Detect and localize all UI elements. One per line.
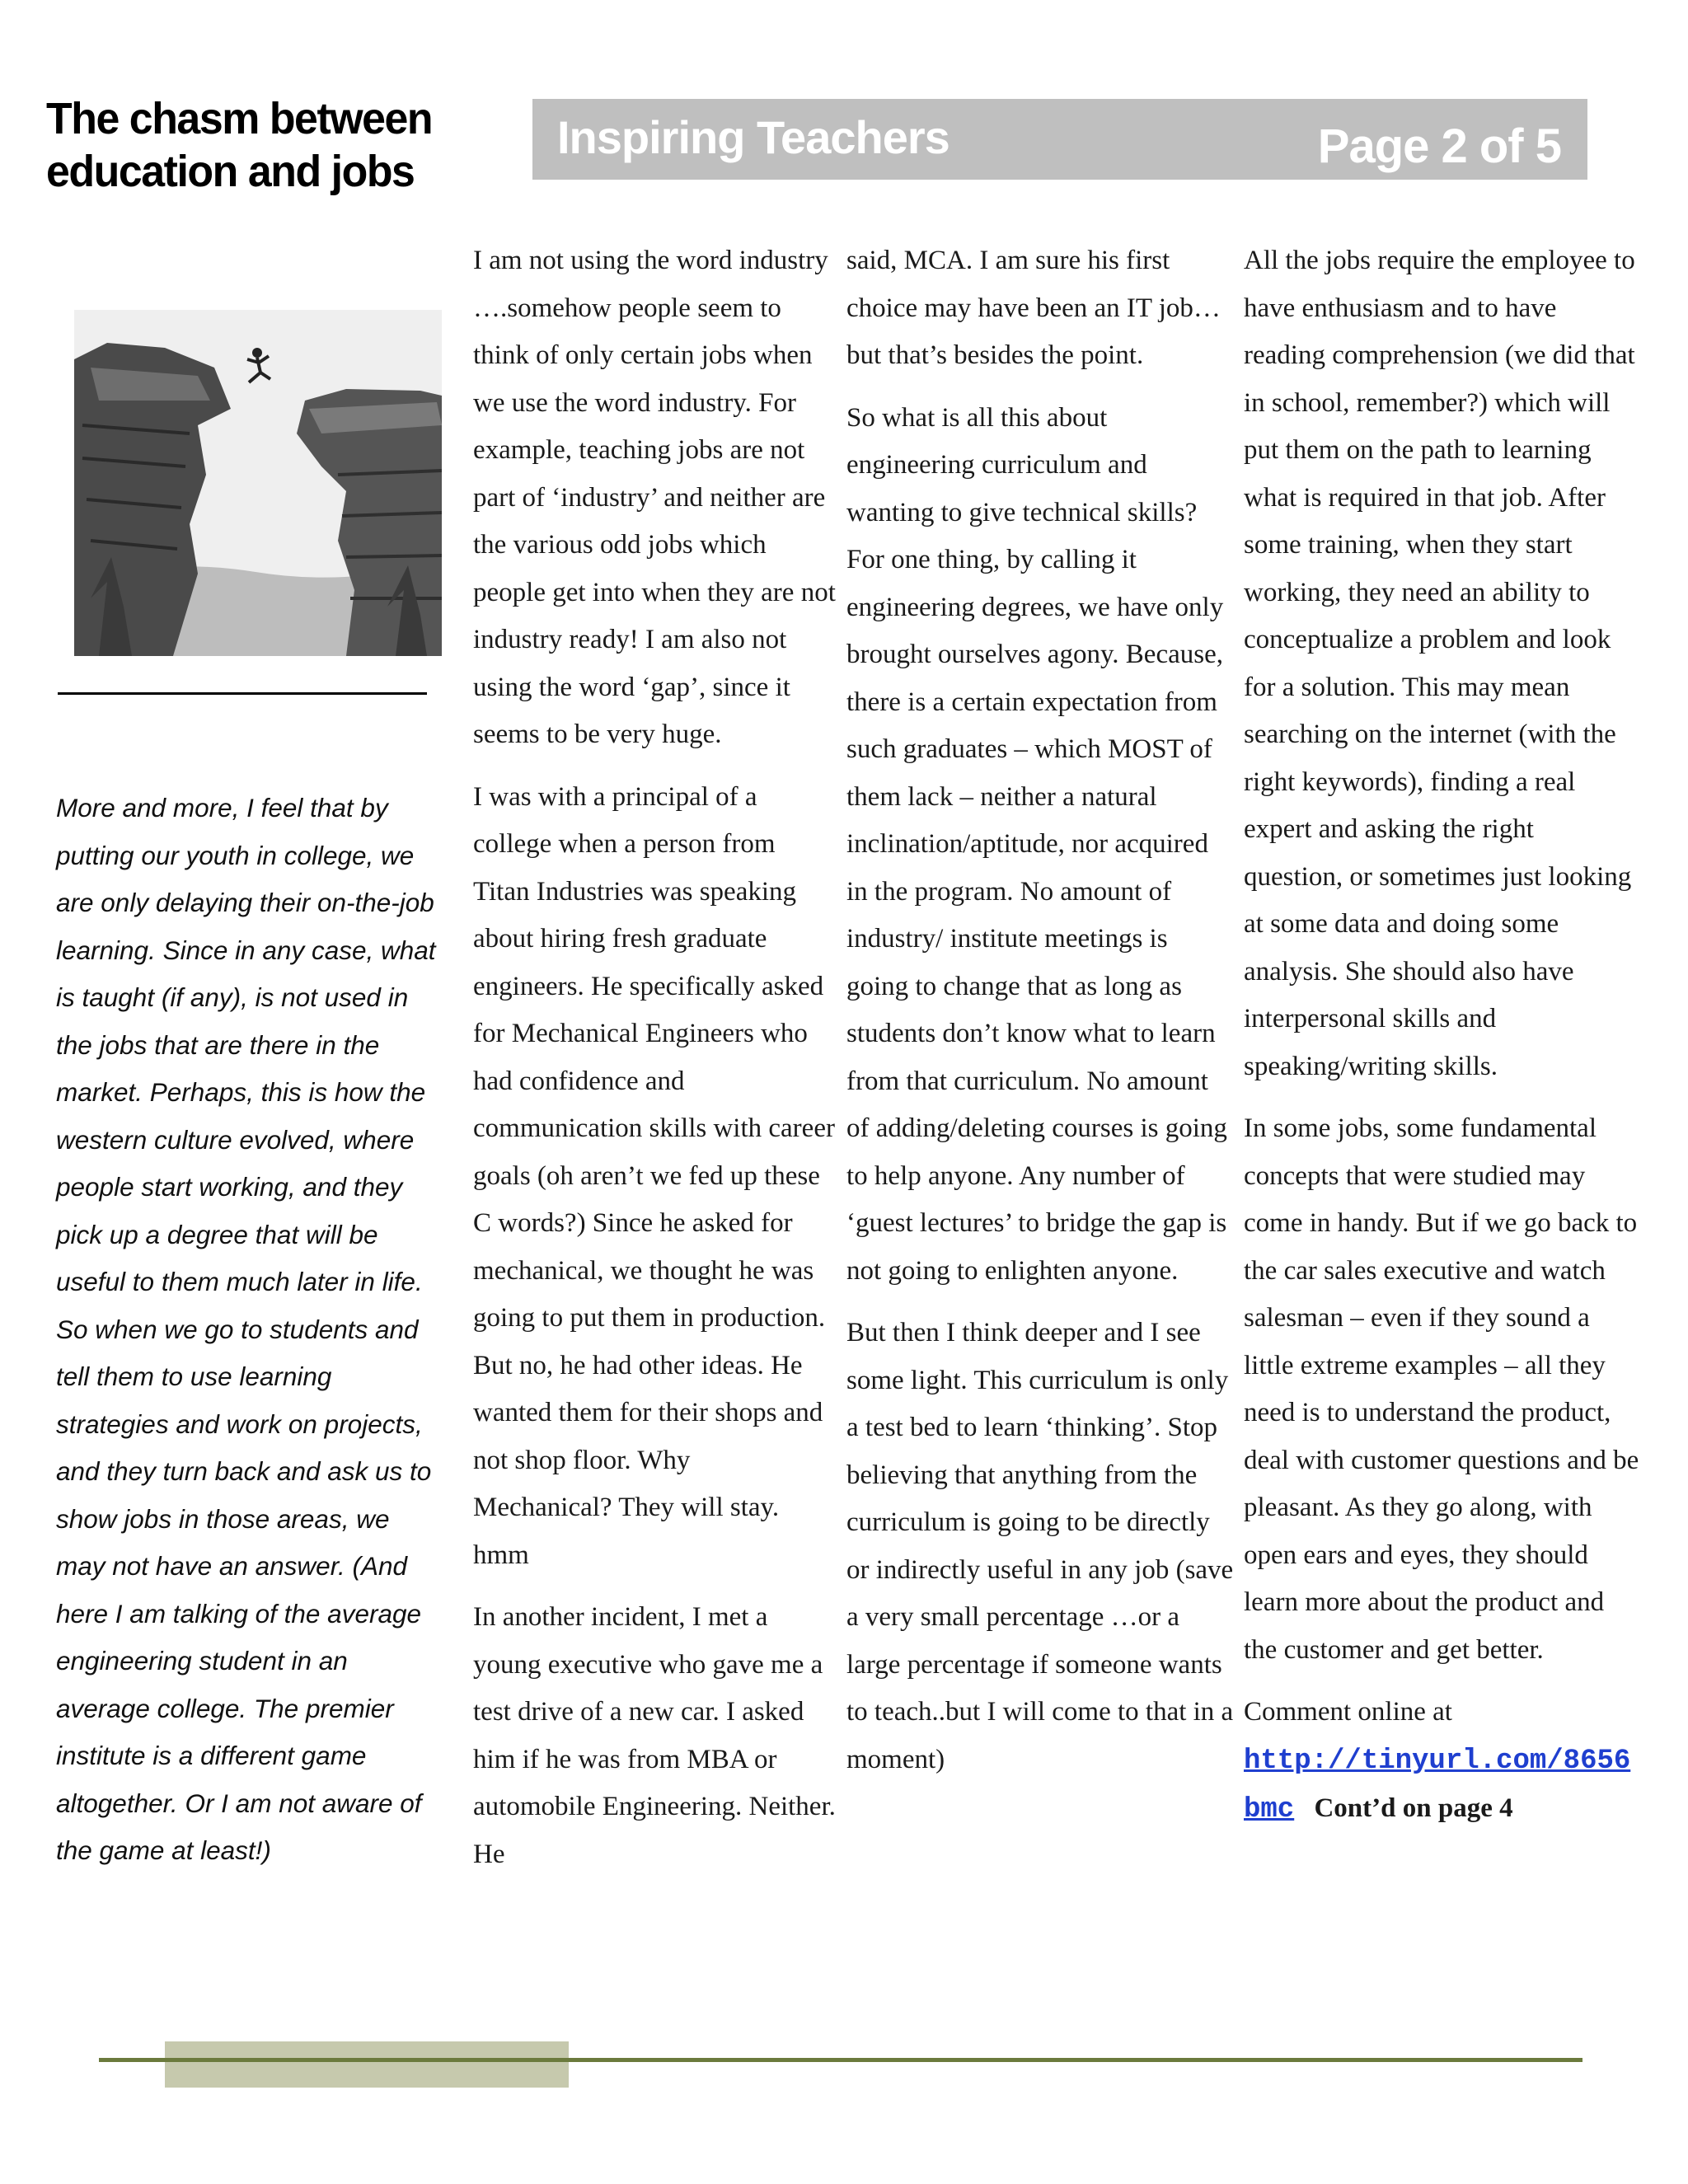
footer-accent-block (165, 2041, 569, 2088)
chasm-jump-photo (74, 310, 442, 656)
article-column-2 (846, 237, 1234, 1798)
comment-link[interactable]: http://tinyurl.com/8656bmc (1244, 1745, 1631, 1825)
title-line-2: education and jobs (46, 147, 415, 196)
continued-note: Cont’d on page 4 (1314, 1793, 1513, 1823)
comment-block (1244, 1736, 1639, 1835)
footer-rule (99, 2058, 1582, 2062)
paragraph: I was with a principal of a college when a person from Titan Industries was speaking about hiring fresh graduate engineers. He specifically asked for Mechanical Engineers who had confidence and communication skills with career goals (oh aren’t we fed up these C words?) Since he asked for mechanical, we thought he was going to put them in production. But no, he had other ideas. He wanted them for their shops and not shop floor. Why Mechanical? They will stay. hmm (473, 781, 835, 1570)
paragraph: But then I think deeper and I see some light. This curriculum is only a test bed to learn ‘thinking’. Stop believing that anything from the curriculum is going to be directly or indirectly useful in any job (save a very small percentage …or a large percentage if someone wants to teach..but I will come to that in a moment) (846, 1318, 1234, 1774)
banner-page-number: Page 2 of 5 (1317, 120, 1561, 173)
paragraph: said, MCA. I am sure his first choice may have been an IT job…but that’s besides the point. (846, 246, 1221, 370)
title-line-1: The chasm between (46, 94, 433, 143)
banner-section-name: Inspiring Teachers (557, 111, 950, 163)
sidebar-pull-quote: More and more, I feel that by putting our youth in college, we are only delaying their on-the-job learning. Since in any case, what is taught (if any), is not used in the jobs that are there in the market. Perhaps, this is how the western culture evolved, where people start working, and they pick up a degree that will be useful to them much later in life. So when we go to students and tell them to use learning strategies and work on projects, and they turn back and ask us to show jobs in those areas, we may not have an answer. (And here I am talking of the average engineering student in an average college. The premier institute is a different game altogether. Or I am not aware of the game at least!) (56, 793, 436, 1865)
sidebar-divider (58, 692, 427, 695)
paragraph: In some jobs, some fundamental concepts that were studied may come in handy. But if we go back to the car sales executive and watch salesman – even if they sound a little extreme examples – all they need is to understand the product, deal with customer questions and be pleasant. As they go along, with open ears and eyes, they should learn more about the product and the customer and get better. (1244, 1113, 1639, 1665)
paragraph: All the jobs require the employee to have enthusiasm and to have reading comprehension (we did that in school, remember?) which will put them on the path to learning what is required in that job. After some training, when they start working, they need an ability to conceptualize a problem and look for a solution. This may mean searching on the internet (with the right keywords), finding a real expert and asking the right question, or sometimes just looking at some data and doing some analysis. She should also have interpersonal skills and speaking/writing skills. (1244, 246, 1635, 1081)
section-banner (532, 99, 1587, 180)
comment-label: Comment online at (1244, 1697, 1452, 1727)
page-title (46, 92, 457, 198)
article-column-1 (473, 237, 836, 1893)
article-column-3 (1244, 237, 1639, 1849)
chasm-illustration (74, 310, 442, 656)
paragraph: I am not using the word industry ….somehow people seem to think of only certain jobs when we use the word industry. For example, teaching jobs are not part of ‘industry’ and neither are the various odd jobs which people get into when they are not industry ready! I am also not using the word ‘gap’, since it seems to be very huge. (473, 246, 836, 749)
paragraph: In another incident, I met a young executive who gave me a test drive of a new car. I asked him if he was from MBA or automobile Engineering. Neither. He (473, 1602, 836, 1869)
paragraph: So what is all this about engineering curriculum and wanting to give technical skills? For one thing, by calling it engineering degrees, we have only brought ourselves agony. Because, there is a certain expectation from such graduates – which MOST of them lack – neither a natural inclination/aptitude, nor acquired in the program. No amount of industry/ institute meetings is going to change that as long as students don’t know what to learn from that curriculum. No amount of adding/deleting courses is going to help anyone. Any number of ‘guest lectures’ to bridge the gap is not going to enlighten anyone. (846, 402, 1227, 1286)
